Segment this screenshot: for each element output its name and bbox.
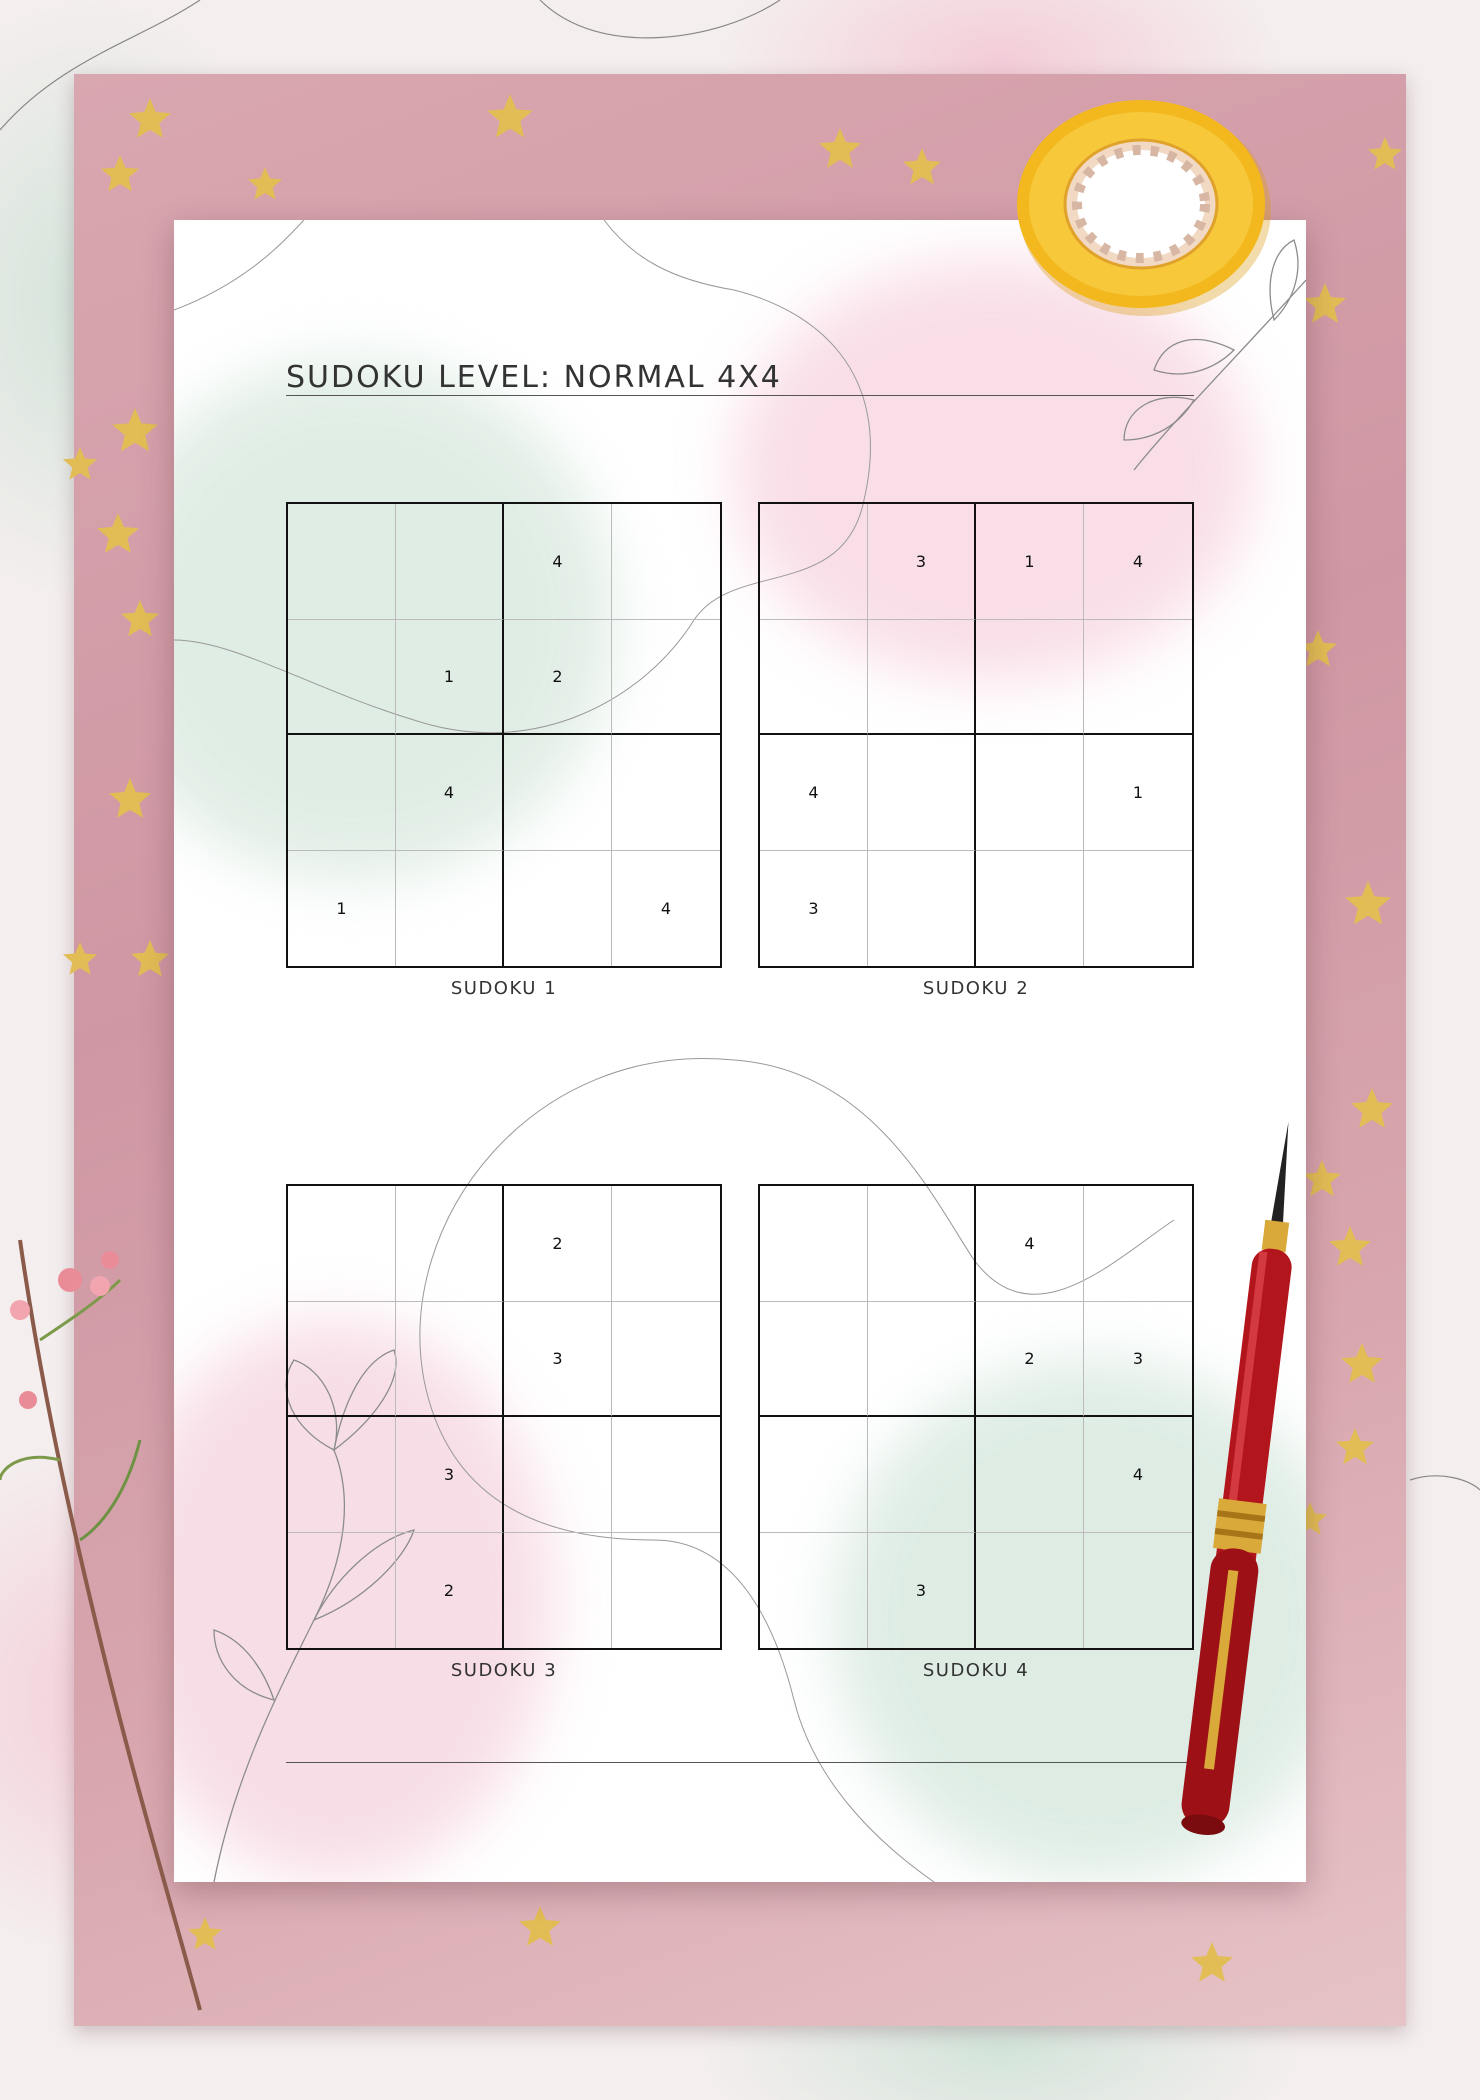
sudoku-cell[interactable] bbox=[1084, 851, 1192, 967]
sudoku-cell[interactable] bbox=[288, 1417, 396, 1533]
sudoku-cell[interactable] bbox=[612, 1417, 720, 1533]
star-icon bbox=[1329, 1226, 1371, 1266]
sudoku-cell[interactable]: 2 bbox=[504, 1186, 612, 1302]
sudoku-cell[interactable]: 3 bbox=[868, 1533, 976, 1649]
sudoku-cell[interactable] bbox=[612, 735, 720, 851]
tape-roll-icon bbox=[1005, 88, 1285, 328]
star-icon bbox=[903, 148, 941, 184]
sudoku-label: SUDOKU 4 bbox=[922, 1660, 1030, 1681]
sudoku-grid bbox=[286, 1184, 722, 1650]
star-icon bbox=[1345, 881, 1391, 924]
bottom-rule bbox=[286, 1762, 1194, 1763]
sudoku-cell[interactable] bbox=[868, 1417, 976, 1533]
sudoku-grid bbox=[286, 502, 722, 968]
sudoku-cell[interactable] bbox=[612, 1533, 720, 1649]
sudoku-cell[interactable] bbox=[868, 851, 976, 967]
sudoku-cell[interactable]: 3 bbox=[760, 851, 868, 967]
sudoku-cell[interactable] bbox=[396, 851, 504, 967]
sudoku-cell[interactable] bbox=[396, 1302, 504, 1418]
sudoku-cell[interactable] bbox=[760, 1417, 868, 1533]
sudoku-cell[interactable] bbox=[612, 504, 720, 620]
sudoku-cell[interactable]: 1 bbox=[976, 504, 1084, 620]
sudoku-cell[interactable] bbox=[504, 1533, 612, 1649]
sudoku-cell[interactable] bbox=[868, 620, 976, 736]
sudoku-cell[interactable] bbox=[868, 735, 976, 851]
star-icon bbox=[131, 940, 169, 976]
sudoku-label: SUDOKU 1 bbox=[450, 978, 558, 999]
sudoku-cell[interactable] bbox=[288, 620, 396, 736]
sudoku-grid bbox=[758, 1184, 1194, 1650]
star-icon bbox=[129, 98, 171, 138]
star-icon bbox=[121, 600, 159, 636]
star-icon bbox=[519, 1906, 561, 1946]
sudoku-puzzle-1 bbox=[286, 502, 722, 999]
sudoku-puzzle-4 bbox=[758, 1184, 1194, 1681]
sudoku-cell[interactable]: 4 bbox=[976, 1186, 1084, 1302]
red-pen-icon bbox=[1160, 1100, 1310, 1850]
sudoku-cell[interactable] bbox=[760, 1533, 868, 1649]
sudoku-cell[interactable] bbox=[288, 735, 396, 851]
star-icon bbox=[112, 408, 158, 451]
sudoku-cell[interactable]: 1 bbox=[396, 620, 504, 736]
sudoku-cell[interactable] bbox=[612, 620, 720, 736]
sudoku-cell[interactable]: 2 bbox=[976, 1302, 1084, 1418]
sudoku-cell[interactable]: 3 bbox=[396, 1417, 504, 1533]
star-icon bbox=[1304, 283, 1346, 323]
sudoku-label: SUDOKU 3 bbox=[450, 1660, 558, 1681]
star-icon bbox=[109, 778, 151, 818]
sudoku-cell[interactable] bbox=[868, 1302, 976, 1418]
sudoku-cell[interactable] bbox=[504, 735, 612, 851]
sudoku-cell[interactable]: 4 bbox=[504, 504, 612, 620]
sudoku-puzzle-3 bbox=[286, 1184, 722, 1681]
sudoku-cell[interactable] bbox=[396, 1186, 504, 1302]
sudoku-cell[interactable] bbox=[396, 504, 504, 620]
flower-sprig-icon bbox=[0, 1220, 240, 2020]
sudoku-cell[interactable]: 3 bbox=[868, 504, 976, 620]
star-icon bbox=[1351, 1088, 1393, 1128]
sudoku-cell[interactable] bbox=[1084, 620, 1192, 736]
star-icon bbox=[248, 167, 282, 200]
sudoku-cell[interactable] bbox=[288, 1533, 396, 1649]
page-title: SUDOKU LEVEL: NORMAL 4X4 bbox=[286, 360, 782, 396]
worksheet-paper bbox=[174, 220, 1306, 1882]
sudoku-cell[interactable] bbox=[288, 504, 396, 620]
sudoku-cell[interactable] bbox=[976, 735, 1084, 851]
sudoku-cell[interactable]: 4 bbox=[1084, 504, 1192, 620]
sudoku-cell[interactable] bbox=[760, 1186, 868, 1302]
sudoku-cell[interactable] bbox=[976, 1417, 1084, 1533]
star-icon bbox=[487, 94, 533, 137]
star-icon bbox=[101, 155, 139, 191]
star-icon bbox=[63, 942, 97, 975]
sudoku-cell[interactable]: 4 bbox=[760, 735, 868, 851]
sudoku-cell[interactable]: 2 bbox=[396, 1533, 504, 1649]
sudoku-cell[interactable] bbox=[612, 1186, 720, 1302]
sudoku-cell[interactable] bbox=[976, 1533, 1084, 1649]
sudoku-cell[interactable] bbox=[288, 1186, 396, 1302]
sudoku-puzzle-2 bbox=[758, 502, 1194, 999]
sudoku-grid bbox=[758, 502, 1194, 968]
sudoku-cell[interactable]: 1 bbox=[288, 851, 396, 967]
title-underline bbox=[286, 395, 1194, 396]
sudoku-cell[interactable] bbox=[504, 851, 612, 967]
star-icon bbox=[63, 447, 97, 480]
sudoku-cell[interactable] bbox=[288, 1302, 396, 1418]
sudoku-cell[interactable]: 4 bbox=[396, 735, 504, 851]
star-icon bbox=[1336, 1428, 1374, 1464]
sudoku-cell[interactable] bbox=[760, 504, 868, 620]
sudoku-cell[interactable] bbox=[504, 1417, 612, 1533]
sudoku-cell[interactable]: 1 bbox=[1084, 735, 1192, 851]
star-icon bbox=[1368, 137, 1402, 170]
sudoku-cell[interactable]: 4 bbox=[660, 898, 672, 918]
star-icon bbox=[1191, 1942, 1233, 1982]
sudoku-cell[interactable]: 3 bbox=[504, 1302, 612, 1418]
star-icon bbox=[1341, 1343, 1383, 1383]
sudoku-cell[interactable] bbox=[976, 620, 1084, 736]
sudoku-cell[interactable]: 3 bbox=[1084, 1302, 1192, 1418]
sudoku-cell[interactable] bbox=[868, 1186, 976, 1302]
sudoku-cell[interactable] bbox=[760, 620, 868, 736]
sudoku-cell[interactable]: 4 bbox=[1084, 1417, 1192, 1533]
sudoku-cell[interactable] bbox=[976, 851, 1084, 967]
star-icon bbox=[97, 513, 139, 553]
sudoku-label: SUDOKU 2 bbox=[922, 978, 1030, 999]
sudoku-cell[interactable] bbox=[612, 1302, 720, 1418]
sudoku-cell[interactable]: 2 bbox=[504, 620, 612, 736]
sudoku-cell[interactable] bbox=[760, 1302, 868, 1418]
star-icon bbox=[819, 128, 861, 168]
